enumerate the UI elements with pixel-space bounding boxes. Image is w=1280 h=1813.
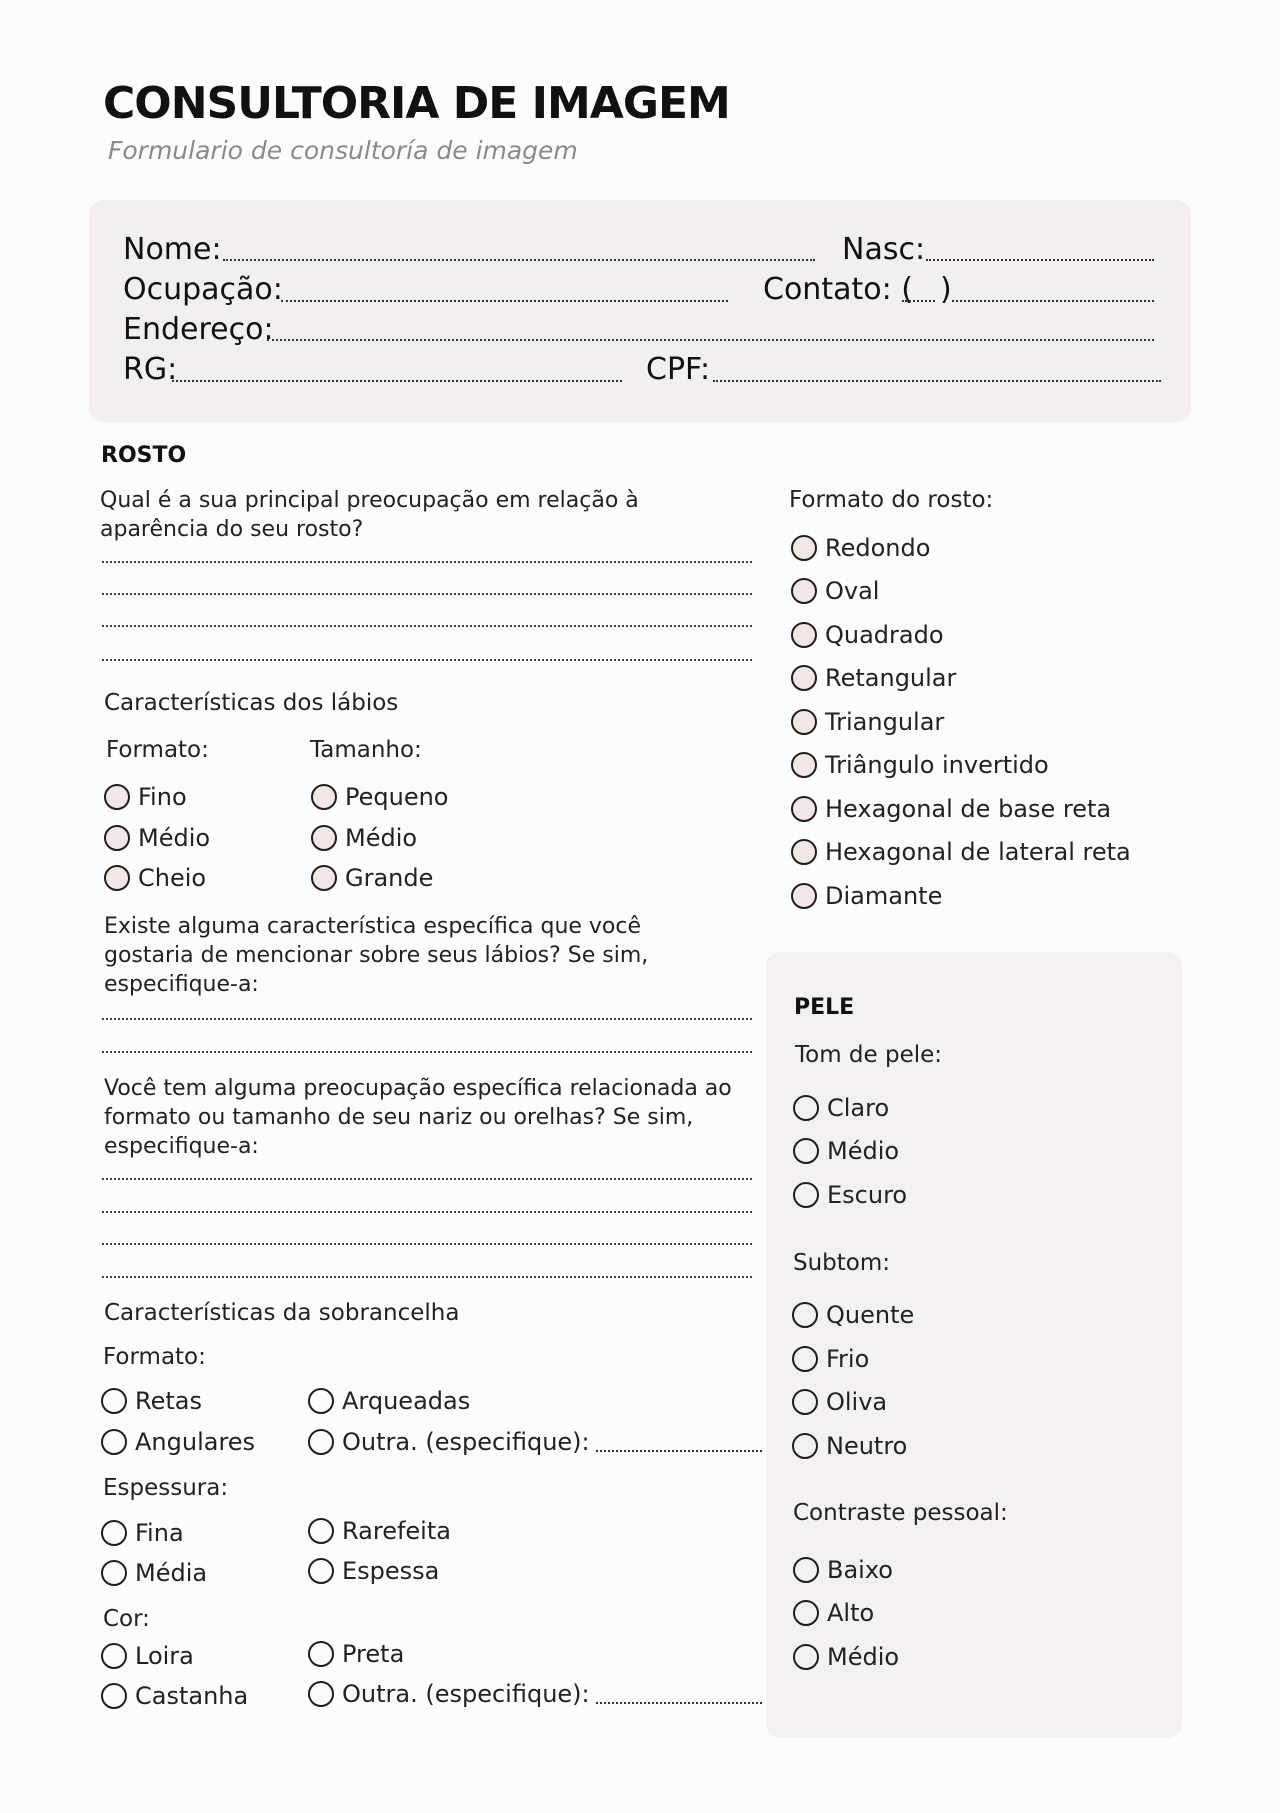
radio-icon <box>101 1560 127 1586</box>
espessura-option[interactable]: Espessa <box>308 1557 439 1585</box>
page-subtitle: Formulario de consultoría de imagem <box>108 136 578 165</box>
espessura-option[interactable]: Fina <box>101 1519 184 1547</box>
ocupacao-field[interactable] <box>281 300 728 302</box>
radio-icon <box>311 865 337 891</box>
espessura-option[interactable]: Rarefeita <box>308 1517 451 1545</box>
rg-label: RG: <box>123 352 178 387</box>
sobr-formato-other-option[interactable]: Outra. (especifique): <box>308 1428 762 1456</box>
radio-icon <box>101 1520 127 1546</box>
tom-option[interactable]: Escuro <box>793 1181 907 1209</box>
formato-rosto-option[interactable]: Diamante <box>791 882 942 910</box>
labios-tamanho-option[interactable]: Pequeno <box>311 783 449 811</box>
formato-rosto-option[interactable]: Oval <box>791 577 879 605</box>
radio-icon <box>311 784 337 810</box>
formato-rosto-option[interactable]: Triângulo invertido <box>791 751 1049 779</box>
radio-icon <box>104 784 130 810</box>
subtom-option[interactable]: Frio <box>792 1345 869 1373</box>
radio-icon <box>793 1182 819 1208</box>
sobr-formato-option[interactable]: Retas <box>101 1387 202 1415</box>
sobrancelha-title: Características da sobrancelha <box>104 1300 460 1326</box>
formato-rosto-option[interactable]: Triangular <box>791 708 944 736</box>
subtom-label: Subtom: <box>793 1250 891 1276</box>
cpf-field[interactable] <box>713 380 1161 382</box>
espessura-label: Espessura: <box>103 1475 229 1501</box>
espessura-option[interactable]: Média <box>101 1559 207 1587</box>
radio-icon <box>104 865 130 891</box>
rosto-answer-line[interactable] <box>102 625 752 627</box>
radio-icon <box>792 1433 818 1459</box>
endereco-label: Endereço: <box>123 312 274 347</box>
rosto-answer-line[interactable] <box>102 561 752 563</box>
nariz-answer-line[interactable] <box>102 1211 752 1213</box>
formato-rosto-option[interactable]: Retangular <box>791 664 956 692</box>
radio-icon <box>101 1429 127 1455</box>
contraste-label: Contraste pessoal: <box>793 1500 1008 1526</box>
contraste-option[interactable]: Baixo <box>793 1556 893 1584</box>
radio-icon <box>101 1388 127 1414</box>
endereco-field[interactable] <box>267 339 1154 341</box>
radio-icon <box>308 1681 334 1707</box>
rosto-answer-line[interactable] <box>102 659 752 661</box>
tom-option[interactable]: Claro <box>793 1094 889 1122</box>
radio-icon <box>308 1388 334 1414</box>
radio-icon <box>791 665 817 691</box>
cor-option[interactable]: Castanha <box>101 1682 248 1710</box>
radio-icon <box>791 709 817 735</box>
tom-option[interactable]: Médio <box>793 1137 899 1165</box>
radio-icon <box>308 1558 334 1584</box>
nariz-answer-line[interactable] <box>102 1178 752 1180</box>
formato-rosto-option[interactable]: Redondo <box>791 534 930 562</box>
contato-label: Contato: ( <box>763 272 913 307</box>
page-title: CONSULTORIA DE IMAGEM <box>103 78 730 129</box>
radio-icon <box>793 1095 819 1121</box>
cor-label: Cor: <box>103 1606 150 1632</box>
labios-title: Características dos lábios <box>104 690 399 716</box>
labios-answer-line[interactable] <box>102 1051 752 1053</box>
cor-other-option[interactable]: Outra. (especifique): <box>308 1680 762 1708</box>
radio-icon <box>791 578 817 604</box>
cor-other-field[interactable] <box>596 1684 762 1704</box>
contraste-option[interactable]: Médio <box>793 1643 899 1671</box>
subtom-option[interactable]: Neutro <box>792 1432 907 1460</box>
nariz-answer-line[interactable] <box>102 1243 752 1245</box>
radio-icon <box>793 1138 819 1164</box>
radio-icon <box>308 1518 334 1544</box>
subtom-option[interactable]: Quente <box>792 1301 914 1329</box>
radio-icon <box>792 1302 818 1328</box>
contraste-option[interactable]: Alto <box>793 1599 874 1627</box>
sobr-formato-option[interactable]: Arqueadas <box>308 1387 470 1415</box>
labios-formato-option[interactable]: Médio <box>104 824 210 852</box>
cor-option[interactable]: Loira <box>101 1642 194 1670</box>
radio-icon <box>101 1683 127 1709</box>
ocupacao-label: Ocupação: <box>123 272 283 307</box>
radio-icon <box>791 752 817 778</box>
radio-icon <box>101 1643 127 1669</box>
radio-icon <box>308 1641 334 1667</box>
radio-icon <box>793 1600 819 1626</box>
nariz-question: Você tem alguma preocupação específica relacionada ao formato ou tamanho de seu nariz ou orelhas? Se sim, especifique-a: <box>104 1076 732 1159</box>
rg-field[interactable] <box>172 380 622 382</box>
contato-ddd-field[interactable] <box>902 300 935 302</box>
labios-tamanho-option[interactable]: Grande <box>311 864 433 892</box>
labios-tamanho-option[interactable]: Médio <box>311 824 417 852</box>
rosto-section-title: ROSTO <box>101 443 187 468</box>
subtom-option[interactable]: Oliva <box>792 1388 887 1416</box>
nariz-answer-line[interactable] <box>102 1276 752 1278</box>
formato-rosto-option[interactable]: Quadrado <box>791 621 944 649</box>
labios-formato-option[interactable]: Fino <box>104 783 187 811</box>
contato-close-label: ) <box>940 272 952 307</box>
radio-icon <box>104 825 130 851</box>
cpf-label: CPF: <box>646 352 711 387</box>
pele-section-title: PELE <box>794 995 855 1020</box>
nasc-field[interactable] <box>926 259 1154 261</box>
formato-rosto-option[interactable]: Hexagonal de lateral reta <box>791 838 1131 866</box>
sobr-formato-other-field[interactable] <box>596 1432 762 1452</box>
radio-icon <box>792 1346 818 1372</box>
radio-icon <box>791 622 817 648</box>
radio-icon <box>793 1644 819 1670</box>
radio-icon <box>308 1429 334 1455</box>
nasc-label: Nasc: <box>842 232 926 267</box>
cor-option[interactable]: Preta <box>308 1640 404 1668</box>
labios-question: Existe alguma característica específica que você gostaria de mencionar sobre seus lábios? Se sim, especifique-a: <box>104 914 649 997</box>
rosto-question: Qual é a sua principal preocupação em relação à aparência do seu rosto? <box>100 488 639 542</box>
personal-info-box <box>89 200 1191 422</box>
formato-rosto-label: Formato do rosto: <box>789 487 994 513</box>
sobr-formato-label: Formato: <box>103 1344 206 1370</box>
radio-icon <box>791 796 817 822</box>
radio-icon <box>791 535 817 561</box>
radio-icon <box>311 825 337 851</box>
radio-icon <box>792 1389 818 1415</box>
labios-answer-line[interactable] <box>102 1018 752 1020</box>
labios-formato-option[interactable]: Cheio <box>104 864 206 892</box>
radio-icon <box>791 839 817 865</box>
radio-icon <box>791 883 817 909</box>
nome-label: Nome: <box>123 232 222 267</box>
nome-field[interactable] <box>223 259 815 261</box>
radio-icon <box>793 1557 819 1583</box>
rosto-answer-line[interactable] <box>102 593 752 595</box>
labios-tamanho-label: Tamanho: <box>310 737 422 763</box>
labios-formato-label: Formato: <box>106 737 209 763</box>
contato-field[interactable] <box>952 300 1154 302</box>
formato-rosto-option[interactable]: Hexagonal de base reta <box>791 795 1111 823</box>
sobr-formato-option[interactable]: Angulares <box>101 1428 255 1456</box>
tom-label: Tom de pele: <box>795 1042 943 1068</box>
